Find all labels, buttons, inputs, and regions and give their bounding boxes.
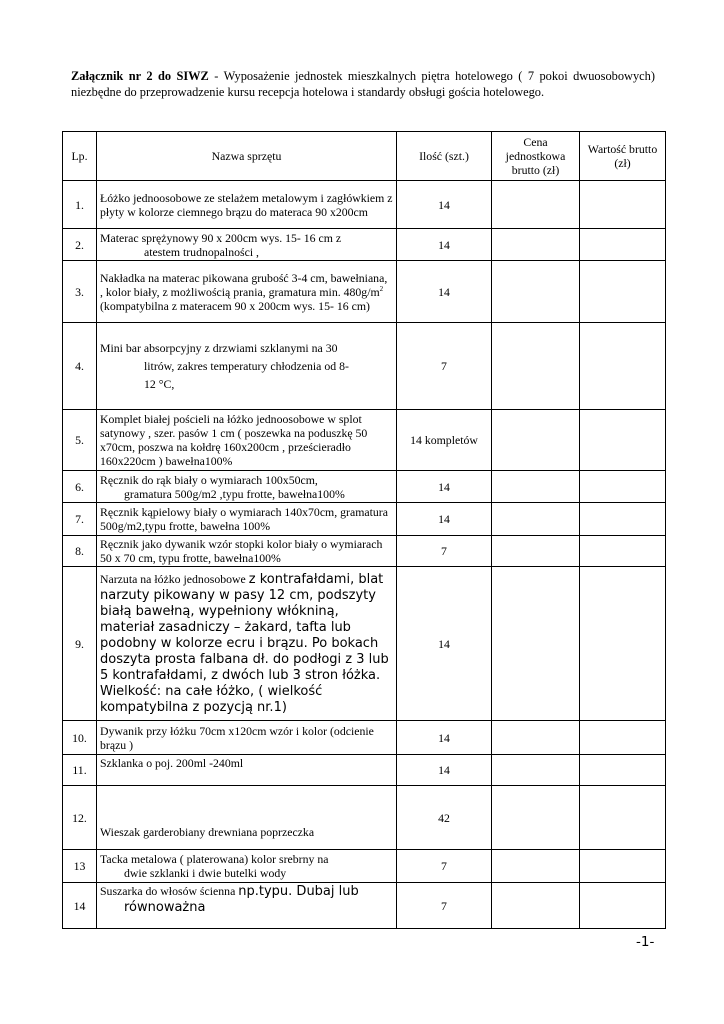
row-name: Ręcznik jako dywanik wzór stopki kolor biały o wymiarach 50 x 70 cm, typu frotte, bawełna100% bbox=[97, 536, 397, 567]
table-row bbox=[63, 323, 666, 410]
equipment-table bbox=[62, 131, 666, 929]
table-row bbox=[63, 755, 666, 786]
row-price bbox=[492, 181, 580, 229]
row-name bbox=[97, 471, 397, 503]
row-qty: 7 bbox=[397, 883, 492, 929]
intro-text: - Wyposażenie jednostek mieszkalnych piętra hotelowego ( 7 pokoi dwuosobowych) niezbędne do przeprowadzenie kursu recepcja hotelowa i standardy obsługi gościa hotelowego. bbox=[71, 69, 656, 99]
row-name-line: gramatura 500g/m2 ,typu frotte, bawełna100% bbox=[124, 486, 345, 501]
row-lp: 1. bbox=[63, 181, 97, 229]
table-row bbox=[63, 883, 666, 929]
row-lp: 9. bbox=[63, 567, 97, 721]
header-lp: Lp. bbox=[63, 132, 97, 181]
row-value bbox=[580, 567, 666, 721]
row-name: Szklanka o poj. 200ml -240ml bbox=[97, 755, 397, 786]
table-row bbox=[63, 567, 666, 721]
row-name-line: litrów, zakres temperatury chłodzenia od 8- bbox=[144, 359, 349, 373]
row-price bbox=[492, 567, 580, 721]
row-name-part: np.typu. Dubaj lub bbox=[238, 884, 359, 899]
row-price bbox=[492, 536, 580, 567]
row-name-line: dwie szklanki i dwie butelki wody bbox=[124, 866, 287, 880]
row-name: Komplet białej pościeli na łóżko jednoosobowe w splot satynowy , szer. pasów 1 cm ( poszewka na poduszkę 50 x70cm, poszwa na kołdrę 160x200cm , prześcieradło 160x220cm ) bawełna100% bbox=[97, 410, 397, 471]
table-row bbox=[63, 229, 666, 261]
header-name: Nazwa sprzętu bbox=[97, 132, 397, 181]
intro-paragraph bbox=[71, 68, 655, 100]
row-lp: 6. bbox=[63, 471, 97, 503]
row-qty: 7 bbox=[397, 850, 492, 883]
row-value bbox=[580, 181, 666, 229]
row-value bbox=[580, 323, 666, 410]
row-value bbox=[580, 850, 666, 883]
row-price bbox=[492, 503, 580, 536]
row-value bbox=[580, 786, 666, 850]
row-name bbox=[97, 567, 397, 721]
row-qty: 14 bbox=[397, 261, 492, 323]
row-qty: 7 bbox=[397, 536, 492, 567]
table-row bbox=[63, 786, 666, 850]
row-price bbox=[492, 721, 580, 755]
row-name-line: 12 °C, bbox=[144, 377, 175, 391]
row-price bbox=[492, 755, 580, 786]
row-lp: 4. bbox=[63, 323, 97, 410]
row-value bbox=[580, 229, 666, 261]
attachment-title: Załącznik nr 2 do SIWZ bbox=[71, 69, 209, 83]
table-row bbox=[63, 721, 666, 755]
row-value bbox=[580, 410, 666, 471]
row-price bbox=[492, 261, 580, 323]
table-row bbox=[63, 503, 666, 536]
row-qty: 14 bbox=[397, 721, 492, 755]
table-row bbox=[63, 410, 666, 471]
row-qty: 14 bbox=[397, 181, 492, 229]
row-value bbox=[580, 261, 666, 323]
row-name bbox=[97, 323, 397, 410]
row-qty: 14 bbox=[397, 471, 492, 503]
row-price bbox=[492, 883, 580, 929]
row-name-line: atestem trudnopalności , bbox=[144, 244, 259, 259]
row-name-part: z kontrafałdami, blat narzuty pikowany w pasy 12 cm, podszyty białą bawełną, wypełniony włókniną, materiał zasadniczy – żakard, tafta lub podobny w kolorze ecru i brązu. Po bokach doszyta prosta falbana dł. do podłogi z 3 lub 5 kontrafałdami, z dwóch lub 3 stron łóżka. Wielkość: na całe łóżko, ( wielkość kompatybilna z pozycją nr.1) bbox=[100, 571, 389, 715]
row-lp: 3. bbox=[63, 261, 97, 323]
row-price bbox=[492, 471, 580, 503]
row-lp: 5. bbox=[63, 410, 97, 471]
table-row bbox=[63, 471, 666, 503]
row-name-sup: 2 bbox=[379, 284, 384, 293]
row-name-line: Tacka metalowa ( platerowana) kolor srebrny na bbox=[100, 852, 329, 866]
row-name-line: Materac sprężynowy 90 x 200cm wys. 15- 16 cm z bbox=[100, 230, 342, 245]
row-lp: 8. bbox=[63, 536, 97, 567]
row-value bbox=[580, 883, 666, 929]
header-price: Cena jednostkowa brutto (zł) bbox=[492, 132, 580, 181]
row-name: Ręcznik kąpielowy biały o wymiarach 140x70cm, gramatura 500g/m2,typu frotte, bawełna 100% bbox=[97, 503, 397, 536]
row-price bbox=[492, 323, 580, 410]
row-lp: 2. bbox=[63, 229, 97, 261]
row-name-line: równoważna bbox=[124, 900, 206, 915]
header-value: Wartość brutto (zł) bbox=[580, 132, 666, 181]
row-name: Wieszak garderobiany drewniana poprzeczka bbox=[97, 786, 397, 850]
row-name bbox=[97, 850, 397, 883]
table-row bbox=[63, 536, 666, 567]
row-value bbox=[580, 755, 666, 786]
row-lp: 10. bbox=[63, 721, 97, 755]
header-qty: Ilość (szt.) bbox=[397, 132, 492, 181]
row-price bbox=[492, 786, 580, 850]
row-lp: 11. bbox=[63, 755, 97, 786]
table-header-row bbox=[63, 132, 666, 181]
row-value bbox=[580, 536, 666, 567]
table-row bbox=[63, 181, 666, 229]
row-qty: 42 bbox=[397, 786, 492, 850]
row-value bbox=[580, 471, 666, 503]
row-name bbox=[97, 229, 397, 261]
row-qty: 14 bbox=[397, 229, 492, 261]
row-lp: 13 bbox=[63, 850, 97, 883]
table-row bbox=[63, 261, 666, 323]
row-qty: 14 kompletów bbox=[397, 410, 492, 471]
row-name-part: Nakładka na materac pikowana grubość 3-4 cm, bawełniana, , kolor biały, z możliwością prania, gramatura min. 480g/m bbox=[100, 270, 388, 299]
row-name-line: Mini bar absorpcyjny z drzwiami szklanymi na 30 bbox=[100, 341, 338, 355]
page-number: -1- bbox=[636, 934, 655, 950]
row-name-part: (kompatybilna z materacem 90 x 200cm wys. 15- 16 cm) bbox=[100, 298, 370, 313]
table-row bbox=[63, 850, 666, 883]
row-qty: 7 bbox=[397, 323, 492, 410]
row-name: Łóżko jednoosobowe ze stelażem metalowym i zagłówkiem z płyty w kolorze ciemnego brązu do materaca 90 x200cm bbox=[97, 181, 397, 229]
row-name bbox=[97, 883, 397, 929]
row-name-line: Ręcznik do rąk biały o wymiarach 100x50cm, bbox=[100, 472, 318, 487]
row-qty: 14 bbox=[397, 755, 492, 786]
row-qty: 14 bbox=[397, 567, 492, 721]
row-lp: 7. bbox=[63, 503, 97, 536]
row-value bbox=[580, 503, 666, 536]
row-name: Dywanik przy łóżku 70cm x120cm wzór i kolor (odcienie brązu ) bbox=[97, 721, 397, 755]
row-name-part: Narzuta na łóżko jednosobowe bbox=[100, 571, 249, 586]
row-price bbox=[492, 850, 580, 883]
row-price bbox=[492, 410, 580, 471]
row-qty: 14 bbox=[397, 503, 492, 536]
row-lp: 14 bbox=[63, 883, 97, 929]
row-name-part: Suszarka do włosów ścienna bbox=[100, 884, 239, 898]
row-name bbox=[97, 261, 397, 323]
row-lp: 12. bbox=[63, 786, 97, 850]
row-value bbox=[580, 721, 666, 755]
row-price bbox=[492, 229, 580, 261]
